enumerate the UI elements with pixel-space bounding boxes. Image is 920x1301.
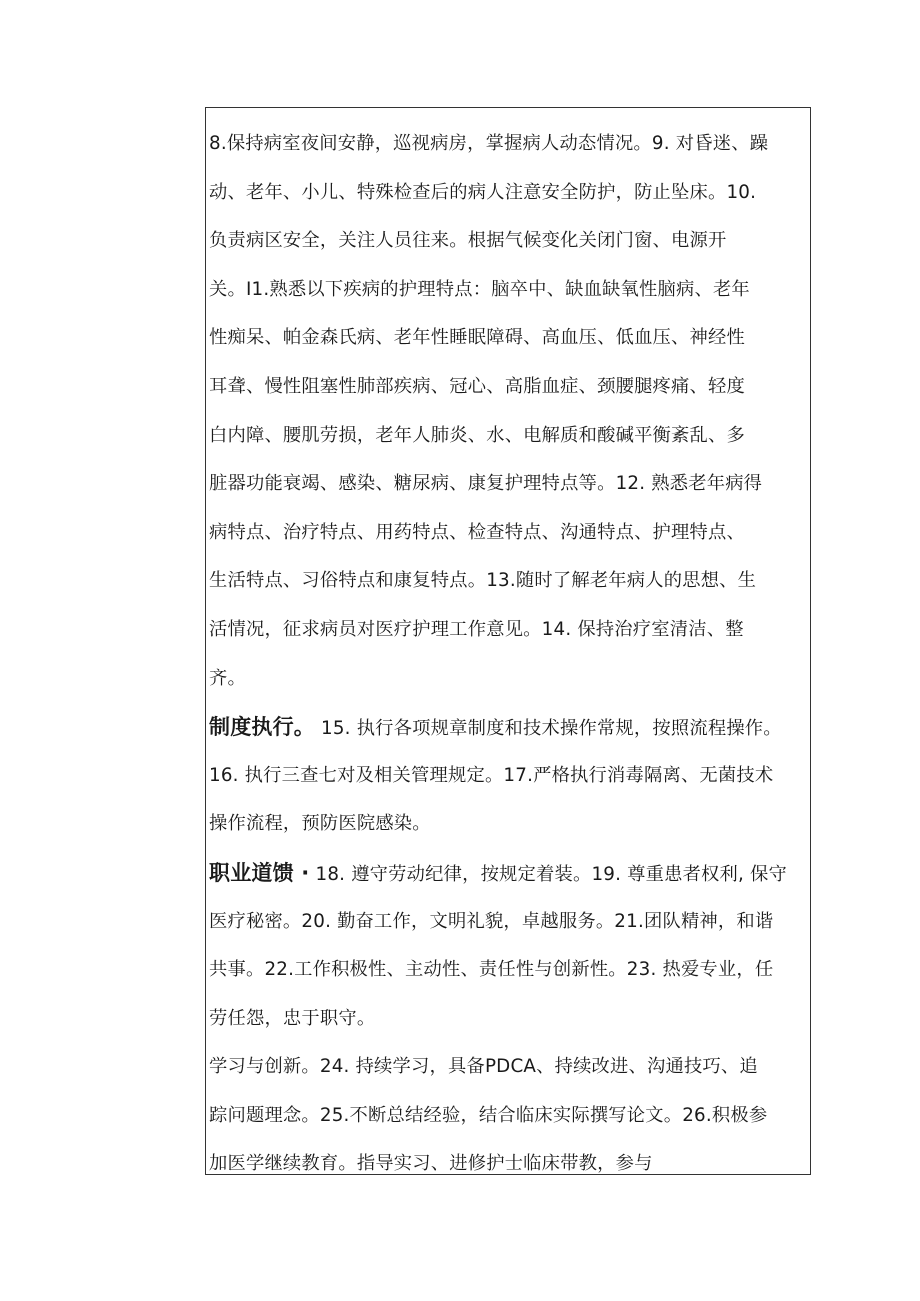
text-line: 共事。22.工作积极性、主动性、责任性与创新性。23. 热爱专业，任 [209,959,774,981]
text-line: 病特点、治疗特点、用药特点、检查特点、沟通特点、护理特点、 [209,521,745,543]
text-line: 动、老年、小儿、特殊检查后的病人注意安全防护，防止坠床。10. [209,181,757,203]
text-line: 脏器功能衰竭、感染、糖尿病、康复护理特点等。12. 熟悉老年病得 [209,473,763,495]
cell-content [209,120,809,1189]
text-line: 性痴呆、帕金森氏病、老年性睡眠障碍、高血压、低血压、神经性 [209,327,745,349]
text-line: 8.保持病室夜间安静，巡视病房，掌握病人动态情况。9. 对昏迷、躁 [209,133,769,154]
ethics-section-heading: 职业道馈 · [209,860,310,885]
text-line: 操作流程，预防医院感染。 [209,813,431,835]
text-line: 耳聋、慢性阻塞性肺部疾病、冠心、高脂血症、颈腰腿疼痛、轻度 [209,375,745,397]
policy-section-text: 15. 执行各项规章制度和技术操作常规，按照流程操作。 [315,718,782,740]
text-line: 关。I1.熟悉以下疾病的护理特点：脑卒中、缺血缺氧性脑病、老年 [209,278,750,300]
text-line: 白内障、腰肌劳损，老年人肺炎、水、电解质和酸碱平衡紊乱、多 [209,424,745,446]
text-line: 加医学继续教育。指导实习、进修护士临床带教，参与 [209,1153,653,1175]
text-line: 生活特点、习俗特点和康复特点。13.随时了解老年病人的思想、生 [209,570,757,592]
text-line: 负责病区安全，关注人员往来。根据气候变化关闭门窗、电源开 [209,230,727,252]
text-line: 踪问题理念。25.不断总结经验，结合临床实际撰写论文。26.积极参 [209,1104,768,1126]
ethics-section-first-line [209,849,809,898]
text-line: 学习与创新。24. 持续学习，具备PDCA、持续改进、沟通技巧、追 [209,1056,758,1078]
ethics-section-text: 18. 遵守劳动纪律，按规定着装。19. 尊重患者权利, 保守 [309,863,788,885]
text-line: 16. 执行三查七对及相关管理规定。17.严格执行消毒隔离、无菌技术 [209,764,774,786]
text-line: 劳任怨，忠于职守。 [209,1007,376,1029]
text-line: 医疗秘密。20. 勤奋工作，文明礼貌，卓越服务。21.团队精神，和谐 [209,910,774,932]
text-line: 活情况，征求病员对医疗护理工作意见。14. 保持治疗室清洁、整 [209,618,744,640]
policy-section-first-line [209,703,809,752]
text-line: 齐。 [209,667,246,689]
table-cell-frame [205,107,811,1175]
policy-section-heading: 制度执行。 [209,715,315,740]
